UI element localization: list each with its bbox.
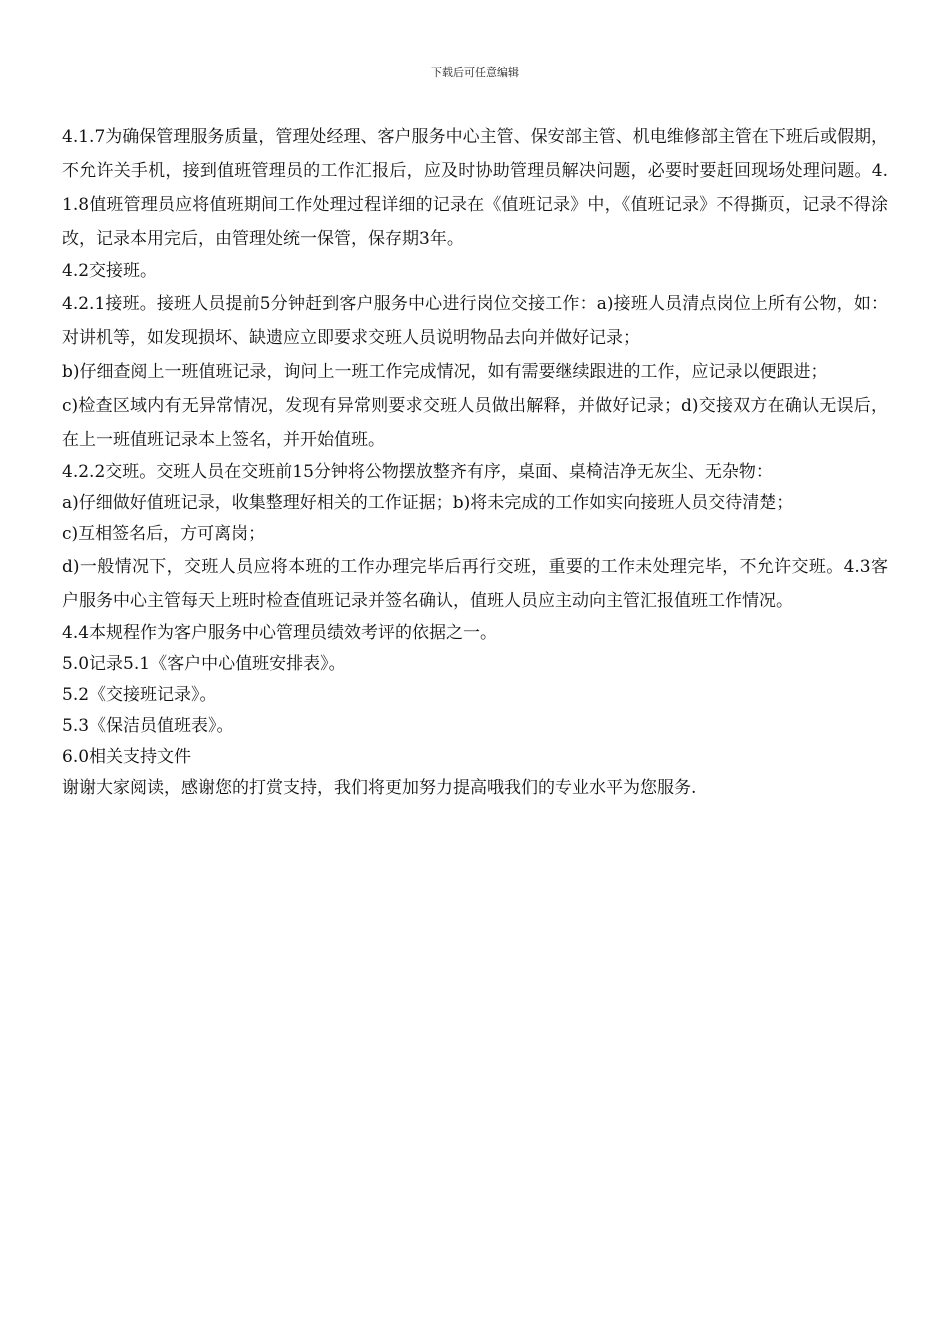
page-header: 下载后可任意编辑 bbox=[431, 66, 519, 79]
paragraph-4-2-2-c: c)互相签名后，方可离岗； bbox=[62, 524, 266, 544]
paragraph-5-3: 5.3《保洁员值班表》。 bbox=[62, 716, 234, 736]
paragraph-4-2-2: 4.2.2交班。交班人员在交班前15分钟将公物摆放整齐有序，桌面、桌椅洁净无灰尘、无杂物： bbox=[62, 462, 773, 482]
paragraph-4-4: 4.4本规程作为客户服务中心管理员绩效考评的依据之一。 bbox=[62, 623, 498, 643]
paragraph-4-2-1-c: c)检查区域内有无异常情况，发现有异常则要求交班人员做出解释，并做好记录；d)交接双方在确认无误后，在上一班值班记录本上签名，并开始值班。 bbox=[62, 396, 888, 450]
paragraph-4-2-1: 4.2.1接班。接班人员提前5分钟赶到客户服务中心进行岗位交接工作：a)接班人员清点岗位上所有公物，如：对讲机等，如发现损坏、缺遗应立即要求交班人员说明物品去向并做好记录； bbox=[62, 294, 888, 348]
document-body bbox=[62, 120, 888, 804]
paragraph-4-2-2-a: a)仔细做好值班记录，收集整理好相关的工作证据；b)将未完成的工作如实向接班人员交待清楚； bbox=[62, 493, 794, 513]
paragraph-5-2: 5.2《交接班记录》。 bbox=[62, 685, 217, 705]
paragraph-4-1-7: 4.1.7为确保管理服务质量，管理处经理、客户服务中心主管、保安部主管、机电维修部主管在下班后或假期，不允许关手机，接到值班管理员的工作汇报后，应及时协助管理员解决问题，必要时要赶回现场处理问题。4.1.8值班管理员应将值班期间工作处理过程详细的记录在《值班记录》中，《值班记录》不得撕页，记录不得涂改，记录本用完后，由管理处统一保管，保存期3年。 bbox=[62, 127, 888, 249]
paragraph-6-0: 6.0相关支持文件 bbox=[62, 747, 192, 767]
section-heading-4-2: 4.2交接班。 bbox=[62, 261, 158, 281]
paragraph-5-0: 5.0记录5.1《客户中心值班安排表》。 bbox=[62, 654, 346, 674]
closing-note: 谢谢大家阅读，感谢您的打赏支持，我们将更加努力提高哦我们的专业水平为您服务. bbox=[62, 778, 697, 798]
paragraph-4-2-2-d: d)一般情况下，交班人员应将本班的工作办理完毕后再行交班，重要的工作未处理完毕，不允许交班。4.3客户服务中心主管每天上班时检查值班记录并签名确认，值班人员应主动向主管汇报值班工作情况。 bbox=[62, 557, 888, 611]
paragraph-4-2-1-b: b)仔细查阅上一班值班记录，询问上一班工作完成情况，如有需要继续跟进的工作，应记录以便跟进； bbox=[62, 362, 828, 382]
